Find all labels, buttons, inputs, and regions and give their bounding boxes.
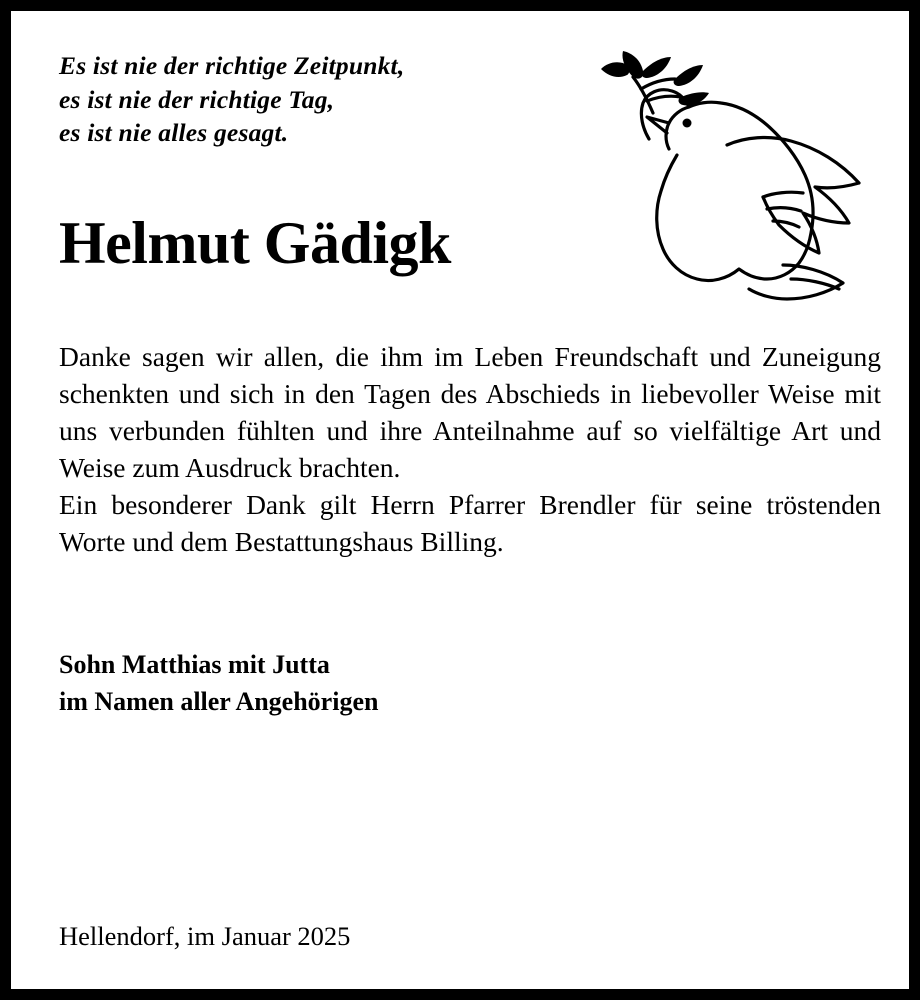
verse-block <box>59 49 579 150</box>
verse-line-3: es ist nie alles gesagt. <box>59 118 289 148</box>
deceased-name: Helmut Gädigk <box>59 209 451 276</box>
family-line-2: im Namen aller Angehörigen <box>59 686 379 716</box>
family-line-1: Sohn Matthias mit Jutta <box>59 649 330 679</box>
verse-line-2: es ist nie der richtige Tag, <box>59 84 335 114</box>
notice-frame <box>8 8 912 992</box>
place-and-date: Hellendorf, im Januar 2025 <box>59 921 351 952</box>
thank-you-text <box>59 339 881 561</box>
verse-line-1: Es ist nie der richtige Zeitpunkt, <box>59 51 405 80</box>
family-signature <box>59 647 861 721</box>
thank-you-paragraph-1: Danke sagen wir allen, die ihm im Leben Freundschaft und Zuneigung schenkten und sich in den Tagen des Abschieds in liebevoller Weise mit uns verbunden fühlten und ihre Anteilnahme auf so vielfältige Art und Weise zum Ausdruck brachten. <box>59 340 881 483</box>
dove-with-olive-branch-icon <box>577 41 877 321</box>
thank-you-paragraph-2: Ein besonderer Dank gilt Herrn Pfarrer Brendler für seine tröstenden Worte und dem Bestattungshaus Billing. <box>59 488 881 557</box>
